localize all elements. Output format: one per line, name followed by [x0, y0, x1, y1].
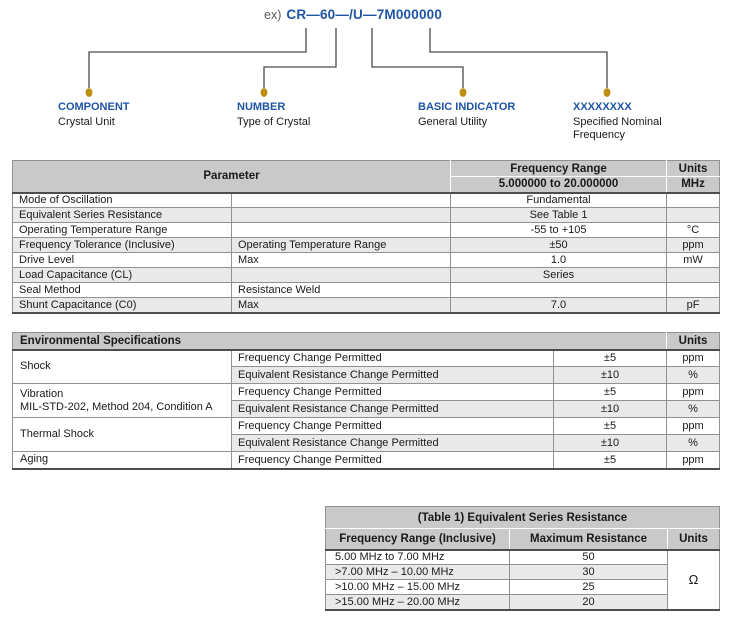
- condition-cell: Max: [232, 298, 451, 313]
- value-cell: ±5: [554, 418, 667, 435]
- range-header-cell: Frequency Range (Inclusive): [326, 529, 510, 550]
- unit-cell: ppm: [667, 350, 720, 367]
- condition-cell: [232, 208, 451, 223]
- diagram-label-component: [58, 101, 130, 129]
- diagram-label-subtitle: General Utility: [418, 115, 488, 128]
- diagram-label-title: BASIC INDICATOR: [418, 101, 516, 113]
- parameter-row: [13, 283, 720, 298]
- gold-dot-icon: [460, 88, 467, 97]
- diagram-label-subtitle: Type of Crystal: [237, 115, 311, 128]
- parameter-row: [13, 238, 720, 253]
- value-cell: ±5: [554, 452, 667, 469]
- parameter-header-cell: Parameter: [13, 161, 451, 193]
- gold-dot-icon: [604, 88, 611, 97]
- resistance-cell: 25: [510, 580, 668, 595]
- diagram-label-title: COMPONENT: [58, 101, 130, 113]
- test-cell: Equivalent Resistance Change Permitted: [232, 435, 554, 452]
- esr-header-row: [326, 529, 720, 550]
- unit-cell: [667, 268, 720, 283]
- parameter-table: [12, 160, 720, 314]
- part-number-code: CR—60—/U—7M000000: [286, 7, 443, 22]
- value-cell: ±10: [554, 367, 667, 384]
- value-cell: 7.0: [451, 298, 667, 313]
- environmental-specifications-table: [12, 332, 720, 470]
- frequency-range-header-cell: Frequency Range: [451, 161, 667, 177]
- group-name: Vibration: [20, 387, 64, 400]
- esr-row: [326, 580, 720, 595]
- condition-cell: [232, 193, 451, 208]
- units-header-cell: Units: [668, 529, 720, 550]
- value-cell: ±50: [451, 238, 667, 253]
- units-header-cell: Units: [667, 161, 720, 177]
- test-cell: Equivalent Resistance Change Permitted: [232, 367, 554, 384]
- value-cell: Series: [451, 268, 667, 283]
- diagram-label-subtitle: Specified Nominal Frequency: [573, 115, 662, 141]
- units-header-cell: Units: [667, 333, 720, 350]
- test-cell: Frequency Change Permitted: [232, 350, 554, 367]
- unit-cell: [667, 283, 720, 298]
- diagram-label-number: [237, 101, 310, 129]
- connector-line-component: [89, 28, 306, 88]
- environmental-row: [13, 350, 720, 367]
- range-cell: >15.00 MHz – 20.00 MHz: [326, 595, 510, 610]
- condition-cell: Resistance Weld: [232, 283, 451, 298]
- test-cell: Frequency Change Permitted: [232, 452, 554, 469]
- gold-dot-icon: [261, 88, 268, 97]
- test-cell: Frequency Change Permitted: [232, 418, 554, 435]
- parameter-row: [13, 193, 720, 208]
- connector-line-number: [264, 28, 336, 88]
- unit-cell: %: [667, 401, 720, 418]
- value-cell: ±10: [554, 401, 667, 418]
- resistance-cell: 20: [510, 595, 668, 610]
- value-cell: 1.0: [451, 253, 667, 268]
- unit-cell: mW: [667, 253, 720, 268]
- range-cell: 5.00 MHz to 7.00 MHz: [326, 550, 510, 565]
- value-cell: ±5: [554, 350, 667, 367]
- unit-cell: pF: [667, 298, 720, 313]
- ohm-unit-cell: Ω: [668, 550, 720, 610]
- param-cell: Shunt Capacitance (C0): [13, 298, 232, 313]
- esr-row: [326, 565, 720, 580]
- diagram-label-title: XXXXXXXX: [573, 101, 632, 113]
- diagram-label-nominal-frequency: [573, 101, 685, 143]
- unit-cell: ppm: [667, 238, 720, 253]
- environmental-title-cell: Environmental Specifications: [13, 333, 667, 350]
- condition-cell: [232, 268, 451, 283]
- value-cell: ±10: [554, 435, 667, 452]
- unit-cell: ppm: [667, 452, 720, 469]
- unit-cell: %: [667, 367, 720, 384]
- resistance-cell: 50: [510, 550, 668, 565]
- group-cell: Shock: [13, 350, 232, 384]
- group-cell: Thermal Shock: [13, 418, 232, 452]
- range-unit-cell: MHz: [667, 177, 720, 193]
- condition-cell: [232, 223, 451, 238]
- diagram-label-subtitle: Crystal Unit: [58, 115, 115, 128]
- test-cell: Frequency Change Permitted: [232, 384, 554, 401]
- parameter-row: [13, 223, 720, 238]
- esr-table: [325, 506, 720, 611]
- gold-dot-icon: [86, 88, 93, 97]
- range-cell: >10.00 MHz – 15.00 MHz: [326, 580, 510, 595]
- environmental-row: [13, 384, 720, 401]
- parameter-row: [13, 208, 720, 223]
- value-cell: -55 to +105: [451, 223, 667, 238]
- esr-title-cell: (Table 1) Equivalent Series Resistance: [326, 507, 720, 529]
- param-cell: Frequency Tolerance (Inclusive): [13, 238, 232, 253]
- environmental-header-row: [13, 333, 720, 350]
- param-cell: Equivalent Series Resistance: [13, 208, 232, 223]
- unit-cell: %: [667, 435, 720, 452]
- param-cell: Drive Level: [13, 253, 232, 268]
- environmental-row: [13, 418, 720, 435]
- group-name-line2: MIL-STD-202, Method 204, Condition A: [20, 400, 213, 413]
- parameter-table-header-row-1: [13, 161, 720, 177]
- parameter-row: [13, 268, 720, 283]
- test-cell: Equivalent Resistance Change Permitted: [232, 401, 554, 418]
- value-cell: [451, 283, 667, 298]
- range-value-cell: 5.000000 to 20.000000: [451, 177, 667, 193]
- esr-title-row: [326, 507, 720, 529]
- parameter-row: [13, 253, 720, 268]
- param-cell: Seal Method: [13, 283, 232, 298]
- group-cell: Aging: [13, 452, 232, 469]
- param-cell: Load Capacitance (CL): [13, 268, 232, 283]
- connector-line-frequency: [430, 28, 607, 88]
- param-cell: Operating Temperature Range: [13, 223, 232, 238]
- value-cell: Fundamental: [451, 193, 667, 208]
- range-cell: >7.00 MHz – 10.00 MHz: [326, 565, 510, 580]
- unit-cell: [667, 193, 720, 208]
- unit-cell: ppm: [667, 418, 720, 435]
- diagram-label-basic-indicator: [418, 101, 515, 129]
- condition-cell: Max: [232, 253, 451, 268]
- esr-row: [326, 550, 720, 565]
- group-cell: [13, 384, 232, 418]
- esr-row: [326, 595, 720, 610]
- condition-cell: Operating Temperature Range: [232, 238, 451, 253]
- unit-cell: [667, 208, 720, 223]
- part-number-prefix: ex): [264, 8, 282, 22]
- unit-cell: °C: [667, 223, 720, 238]
- environmental-row: [13, 452, 720, 469]
- connector-line-basic-indicator: [372, 28, 463, 88]
- parameter-row: [13, 298, 720, 313]
- unit-cell: ppm: [667, 384, 720, 401]
- resistance-cell: 30: [510, 565, 668, 580]
- value-cell: ±5: [554, 384, 667, 401]
- value-cell: See Table 1: [451, 208, 667, 223]
- diagram-label-title: NUMBER: [237, 101, 286, 113]
- resistance-header-cell: Maximum Resistance: [510, 529, 668, 550]
- param-cell: Mode of Oscillation: [13, 193, 232, 208]
